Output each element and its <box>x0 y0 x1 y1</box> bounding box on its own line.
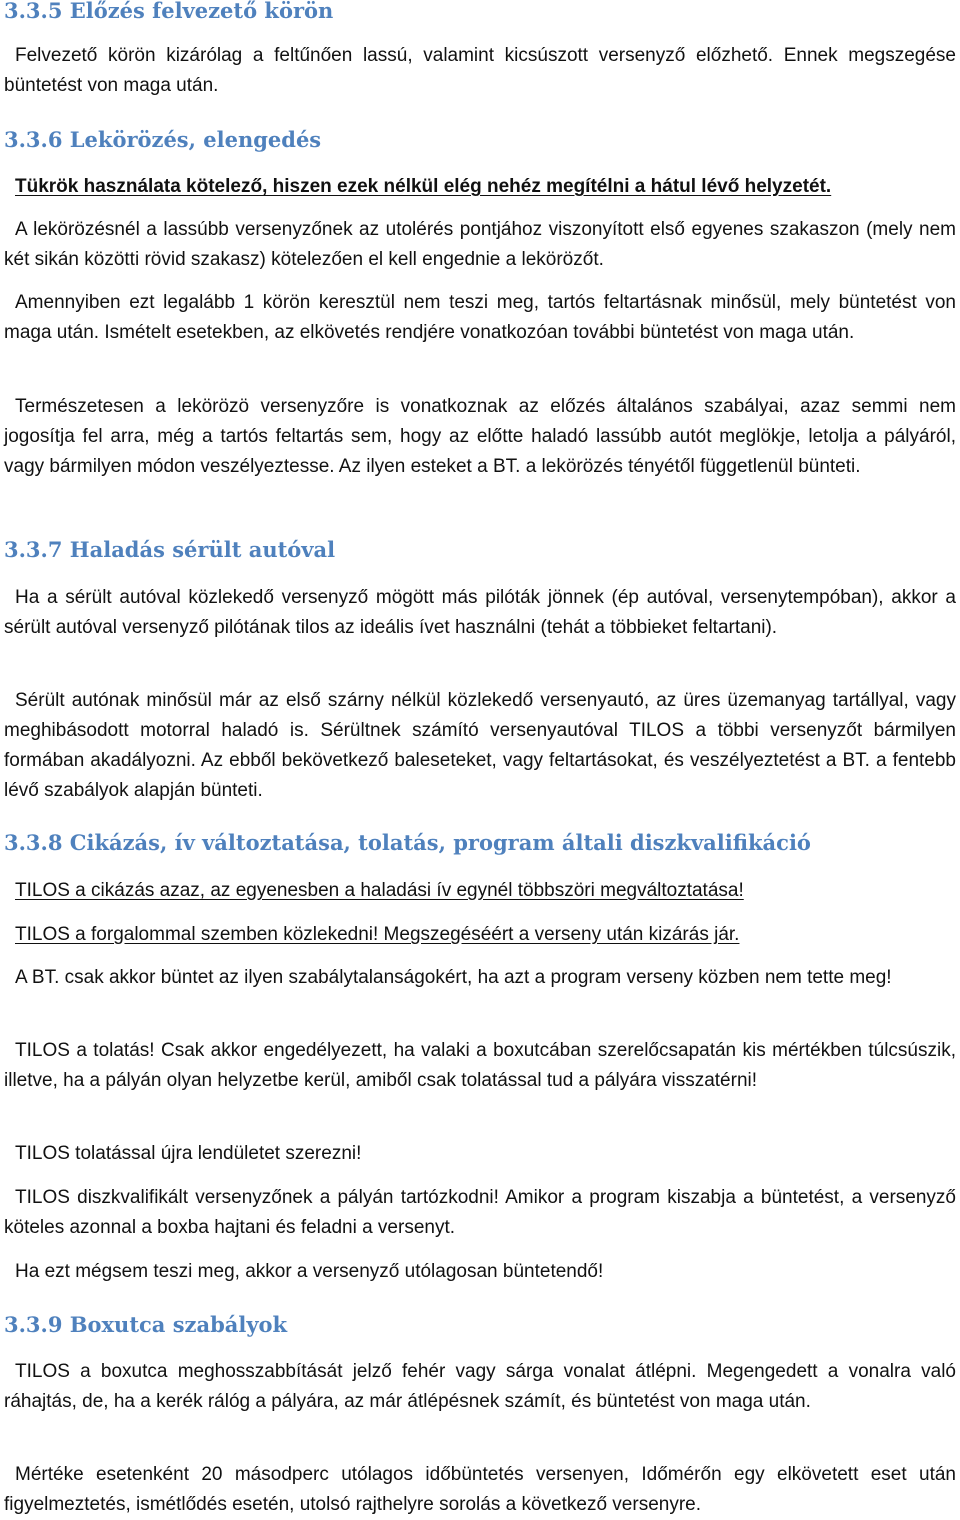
underlined-rule <box>4 920 956 950</box>
paragraph: TILOS tolatással újra lendületet szerezni! <box>15 1143 362 1164</box>
paragraph: A lekörözésnél a lassúbb versenyzőnek az utolérés pontjához viszonyított első egyenes szakaszon (mely nem két sikán közötti rövid szakasz) kötelezően el kell engednie a lekörözőt. <box>4 219 956 270</box>
bold-rule <box>4 172 956 202</box>
paragraph: Természetesen a lekörözö versenyzőre is vonatkoznak az előzés általános szabályai, azaz semmi nem jogosítja fel arra, még a tartós feltartás sem, hogy az előtte haladó lassúbb autót meglökje, letolja a pályáról, vagy bármilyen módon veszélyeztesse. Az ilyen esteket a BT. a lekörözés tényétől függetlenül bünteti. <box>4 396 956 477</box>
paragraph: TILOS a tolatás! Csak akkor engedélyezett, ha valaki a boxutcában szerelőcsapatán kis mértékben túlcsúszik, illetve, ha a pályán olyan helyzetbe kerül, amiből csak tolatással tud a pályára visszatérni! <box>4 1040 956 1091</box>
paragraph: Ha a sérült autóval közlekedő versenyző mögött más pilóták jönnek (ép autóval, versenytempóban), akkor a sérült autóval versenyző pilótának tilos az ideális ívet használni (tehát a többieket feltartani). <box>4 587 956 638</box>
bold-rule-text: Tükrök használata kötelező, hiszen ezek nélkül elég nehéz megítélni a hátul lévő helyzetét. <box>15 176 832 197</box>
heading-3-3-9: 3.3.9 Boxutca szabályok <box>4 1312 288 1337</box>
underlined-rule-text: TILOS a forgalommal szemben közlekedni! Megszegéséért a verseny után kizárás jár. <box>15 924 740 945</box>
paragraph: A BT. csak akkor büntet az ilyen szabálytalanságokért, ha azt a program verseny közben nem tette meg! <box>15 967 892 988</box>
paragraph: Mértéke esetenként 20 másodperc utólagos időbüntetés versenyen, Időmérőn egy elkövetett eset után figyelmeztetés, ismétlődés esetén, utolsó rajthelyre sorolás a következő versenyre. <box>4 1464 956 1515</box>
underlined-rule <box>4 876 956 906</box>
paragraph: TILOS a boxutca meghosszabbítását jelző fehér vagy sárga vonalat átlépni. Megengedett a vonalra való ráhajtás, de, ha a kerék rálóg a pályára, az már átlépésnek számít, és büntetést von maga után. <box>4 1361 956 1412</box>
heading-3-3-5: 3.3.5 Előzés felvezető körön <box>4 0 334 23</box>
underlined-rule-text: TILOS a cikázás azaz, az egyenesben a haladási ív egynél többszöri megváltoztatása! <box>15 880 744 901</box>
paragraph: TILOS diszkvalifikált versenyzőnek a pályán tartózkodni! Amikor a program kiszabja a büntetést, a versenyző köteles azonnal a boxba hajtani és feladni a versenyt. <box>4 1187 956 1238</box>
paragraph: Sérült autónak minősül már az első szárny nélkül közlekedő versenyautó, az üres üzemanyag tartállyal, vagy meghibásodott motorral haladó is. Sérültnek számító versenyautóval TILOS a többi versenyzőt bármilyen formában akadályozni. Az ebből bekövetkező baleseteket, vagy feltartásokat, és veszélyeztetést a BT. a fentebb lévő szabályok alapján bünteti. <box>4 690 956 801</box>
heading-3-3-6: 3.3.6 Lekörözés, elengedés <box>4 127 322 152</box>
paragraph: Ha ezt mégsem teszi meg, akkor a versenyző utólagosan büntetendő! <box>15 1261 604 1282</box>
paragraph: Felvezető körön kizárólag a feltűnően lassú, valamint kicsúszott versenyző előzhető. Ennek megszegése büntetést von maga után. <box>4 45 956 96</box>
heading-3-3-8: 3.3.8 Cikázás, ív változtatása, tolatás, program általi diszkvalifikáció <box>4 830 811 855</box>
paragraph: Amennyiben ezt legalább 1 körön keresztül nem teszi meg, tartós feltartásnak minősül, mely büntetést von maga után. Ismételt esetekben, az elkövetés rendjére vonatkozóan további büntetést von maga után. <box>4 292 956 343</box>
heading-3-3-7: 3.3.7 Haladás sérült autóval <box>4 537 336 562</box>
